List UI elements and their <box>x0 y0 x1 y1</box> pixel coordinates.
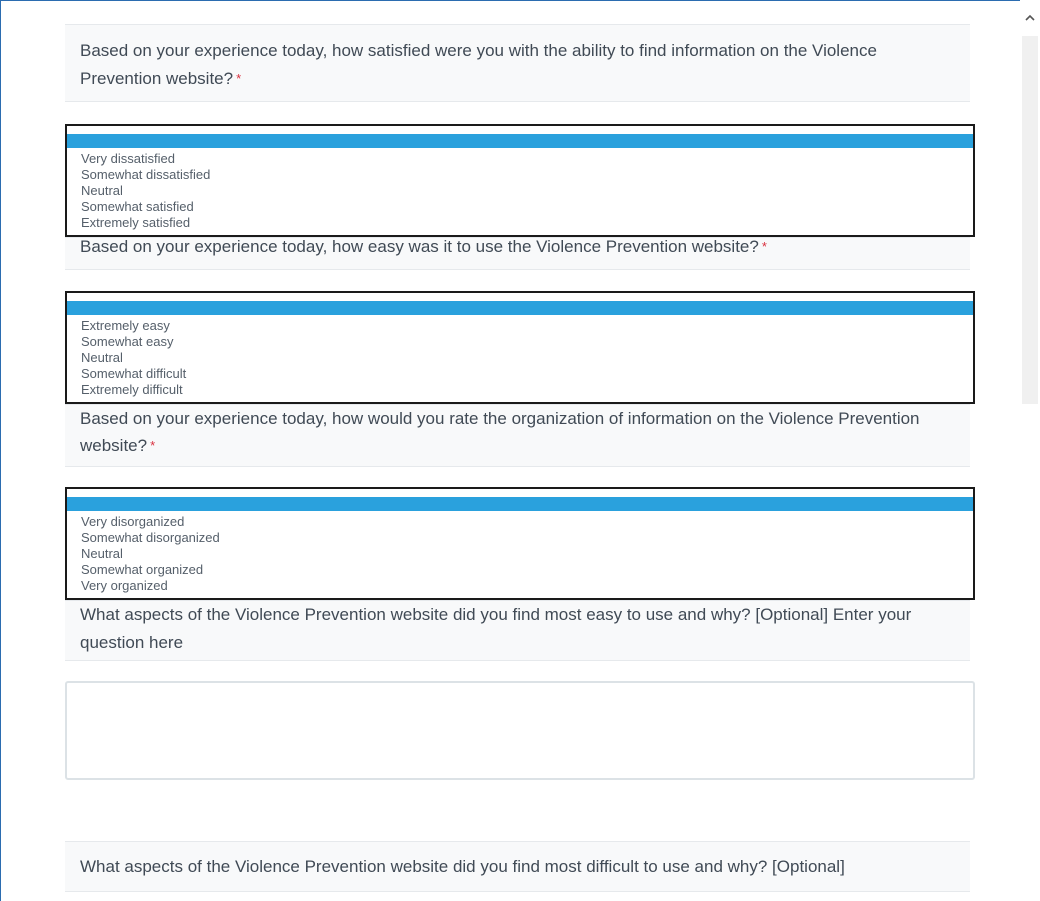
selected-option-bar[interactable] <box>67 497 973 511</box>
question-2 <box>65 237 970 270</box>
vertical-scrollbar[interactable] <box>1020 0 1040 901</box>
option-very-dissatisfied[interactable]: Very dissatisfied <box>81 151 175 166</box>
ease-of-use-listbox[interactable] <box>65 291 975 404</box>
question-3-text: Based on your experience today, how would you rate the organization of information on the Violence Prevention website? <box>80 409 920 455</box>
question-1-text: Based on your experience today, how satisfied were you with the ability to find information on the Violence Prevention website? <box>80 41 877 88</box>
question-2-text: Based on your experience today, how easy was it to use the Violence Prevention website? <box>80 237 759 256</box>
option-somewhat-satisfied[interactable]: Somewhat satisfied <box>81 199 194 214</box>
organization-listbox[interactable] <box>65 487 975 600</box>
option-somewhat-difficult[interactable]: Somewhat difficult <box>81 366 187 381</box>
option-very-disorganized[interactable]: Very disorganized <box>81 514 185 529</box>
question-5 <box>65 841 970 892</box>
option-somewhat-disorganized[interactable]: Somewhat disorganized <box>81 530 220 545</box>
question-1 <box>65 24 970 102</box>
option-somewhat-dissatisfied[interactable]: Somewhat dissatisfied <box>81 167 211 182</box>
question-4-text: What aspects of the Violence Prevention website did you find most easy to use and why? [Optional] Enter your question here <box>80 605 912 652</box>
required-marker: * <box>236 71 242 86</box>
option-neutral[interactable]: Neutral <box>81 546 123 561</box>
chevron-up-icon[interactable] <box>1024 12 1036 24</box>
option-extremely-difficult[interactable]: Extremely difficult <box>81 382 183 397</box>
option-somewhat-easy[interactable]: Somewhat easy <box>81 334 174 349</box>
scrollbar-thumb[interactable] <box>1022 36 1038 404</box>
easy-aspects-answer-field[interactable] <box>65 681 975 780</box>
required-marker: * <box>150 438 156 453</box>
question-5-text: What aspects of the Violence Prevention website did you find most difficult to use and why? [Optional] <box>80 857 845 876</box>
selected-option-bar[interactable] <box>67 301 973 315</box>
satisfaction-listbox[interactable] <box>65 124 975 237</box>
option-somewhat-organized[interactable]: Somewhat organized <box>81 562 204 577</box>
question-4 <box>65 600 970 661</box>
option-neutral[interactable]: Neutral <box>81 350 123 365</box>
option-extremely-easy[interactable]: Extremely easy <box>81 318 170 333</box>
question-3 <box>65 404 970 467</box>
option-very-organized[interactable]: Very organized <box>81 578 168 593</box>
required-marker: * <box>761 239 767 254</box>
selected-option-bar[interactable] <box>67 134 973 148</box>
option-extremely-satisfied[interactable]: Extremely satisfied <box>81 215 191 230</box>
option-neutral[interactable]: Neutral <box>81 183 123 198</box>
